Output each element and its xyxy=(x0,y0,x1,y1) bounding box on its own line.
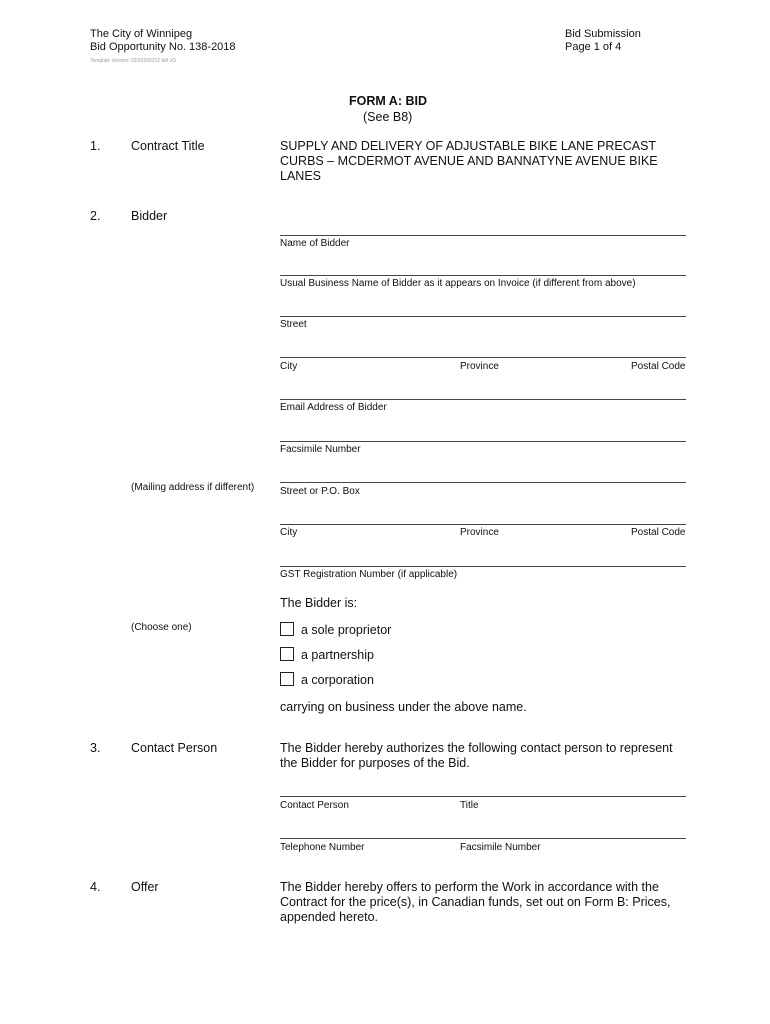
city-label: City xyxy=(280,361,298,372)
corporation-checkbox[interactable] xyxy=(280,672,294,686)
section-3-label: Contact Person xyxy=(131,741,218,755)
header-opportunity: Bid Opportunity No. 138-2018 xyxy=(90,41,236,53)
mailing-city-province-postal-field[interactable] xyxy=(280,524,686,525)
corporation-label: a corporation xyxy=(301,673,374,687)
name-of-bidder-label: Name of Bidder xyxy=(280,238,350,249)
po-box-label: Street or P.O. Box xyxy=(280,486,360,497)
bidder-is-heading: The Bidder is: xyxy=(280,596,358,610)
street-field[interactable] xyxy=(280,316,686,317)
facsimile-label: Facsimile Number xyxy=(280,444,361,455)
contact-person-label: Contact Person xyxy=(280,800,349,811)
gst-label: GST Registration Number (if applicable) xyxy=(280,569,458,580)
sole-proprietor-checkbox[interactable] xyxy=(280,622,294,636)
partnership-label: a partnership xyxy=(301,648,374,662)
contract-title-line-2: CURBS – MCDERMOT AVENUE AND BANNATYNE AVENUE BIKE xyxy=(280,154,658,168)
email-label: Email Address of Bidder xyxy=(280,402,387,413)
header-doc-name: Bid Submission xyxy=(565,28,641,40)
email-field[interactable] xyxy=(280,399,686,400)
mailing-city-label: City xyxy=(280,527,298,538)
street-label: Street xyxy=(280,319,307,330)
telephone-number-label: Telephone Number xyxy=(280,842,365,853)
offer-line-3: appended hereto. xyxy=(280,910,379,924)
mailing-address-note: (Mailing address if different) xyxy=(131,482,255,493)
po-box-field[interactable] xyxy=(280,482,686,483)
section-4-number: 4. xyxy=(90,880,101,894)
header-page-number: Page 1 of 4 xyxy=(565,41,622,53)
form-ref: (See B8) xyxy=(363,110,413,124)
city-province-postal-field[interactable] xyxy=(280,357,686,358)
section-3-number: 3. xyxy=(90,741,101,755)
mailing-province-label: Province xyxy=(460,527,499,538)
postal-code-label: Postal Code xyxy=(631,361,686,372)
choose-one-note: (Choose one) xyxy=(131,622,192,633)
contact-authorization-line-1: The Bidder hereby authorizes the following contact person to represent xyxy=(280,741,673,755)
facsimile-field[interactable] xyxy=(280,441,686,442)
gst-field[interactable] xyxy=(280,566,686,567)
contact-phone-fax-field[interactable] xyxy=(280,838,686,839)
contact-title-label: Title xyxy=(460,800,479,811)
offer-line-2: Contract for the price(s), in Canadian funds, set out on Form B: Prices, xyxy=(280,895,671,909)
contact-person-title-field[interactable] xyxy=(280,796,686,797)
carrying-on-business-text: carrying on business under the above name. xyxy=(280,700,527,714)
usual-business-name-field[interactable] xyxy=(280,275,686,276)
mailing-postal-code-label: Postal Code xyxy=(631,527,686,538)
form-title: FORM A: BID xyxy=(349,94,427,108)
contact-authorization-line-2: the Bidder for purposes of the Bid. xyxy=(280,756,470,770)
sole-proprietor-label: a sole proprietor xyxy=(301,623,392,637)
contract-title-line-3: LANES xyxy=(280,169,321,183)
header-org: The City of Winnipeg xyxy=(90,28,193,40)
header-template-version: Template Version: G520180312 bid vO xyxy=(90,58,176,64)
contact-facsimile-label: Facsimile Number xyxy=(460,842,541,853)
partnership-checkbox[interactable] xyxy=(280,647,294,661)
usual-business-name-label: Usual Business Name of Bidder as it appears on Invoice (if different from above) xyxy=(280,278,636,289)
contract-title-line-1: SUPPLY AND DELIVERY OF ADJUSTABLE BIKE LANE PRECAST xyxy=(280,139,657,153)
offer-line-1: The Bidder hereby offers to perform the Work in accordance with the xyxy=(280,880,659,894)
section-1-label: Contract Title xyxy=(131,139,205,153)
section-2-label: Bidder xyxy=(131,209,168,223)
name-of-bidder-field[interactable] xyxy=(280,235,686,236)
section-2-number: 2. xyxy=(90,209,101,223)
section-1-number: 1. xyxy=(90,139,101,153)
province-label: Province xyxy=(460,361,499,372)
section-4-label: Offer xyxy=(131,880,159,894)
